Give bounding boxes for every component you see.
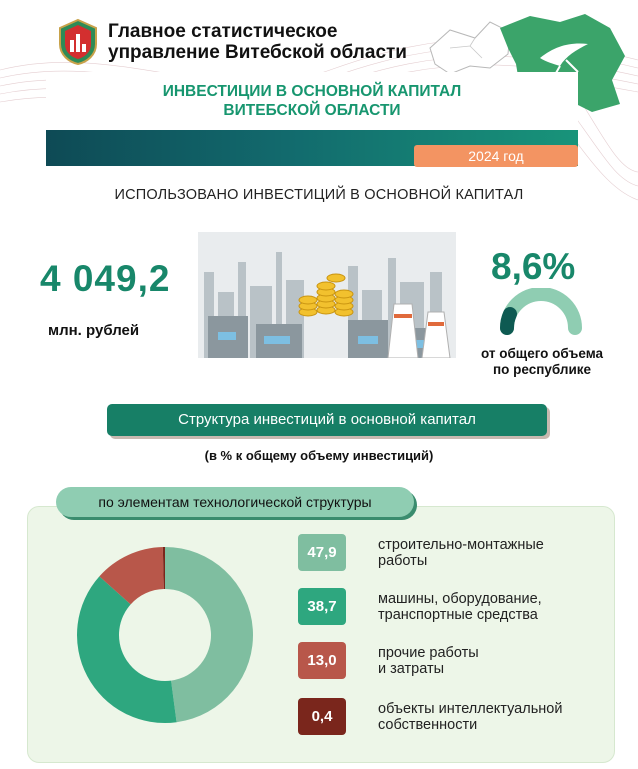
title-band — [46, 72, 578, 130]
share-label — [462, 346, 622, 378]
total-investment-unit: млн. рублей — [48, 322, 140, 339]
share-gauge — [495, 288, 587, 338]
share-label-line1: от общего объема — [480, 346, 604, 361]
subheading: ИСПОЛЬЗОВАНО ИНВЕСТИЦИЙ В ОСНОВНОЙ КАПИТАЛ — [114, 187, 524, 203]
belstat-logo-icon — [56, 18, 100, 66]
year-badge: 2024 год — [414, 145, 578, 167]
legend-value-other-works: 13,0 — [298, 642, 346, 679]
legend-item-intellectual-property — [298, 698, 608, 735]
section-subtitle: (в % к общему объему инвестиций) — [204, 448, 434, 463]
legend-item-machinery — [298, 588, 608, 625]
legend-value-machinery: 38,7 — [298, 588, 346, 625]
organization-name — [108, 21, 407, 63]
city-coins-illustration — [198, 232, 456, 358]
total-investment-value: 4 049,2 — [40, 258, 171, 299]
legend-label-construction: строительно-монтажные работы — [378, 536, 544, 569]
section-title: Структура инвестиций в основной капитал — [107, 404, 547, 436]
legend-label-intellectual-property: объекты интеллектуальной собственности — [378, 700, 563, 733]
legend-value-intellectual-property: 0,4 — [298, 698, 346, 735]
donut-slice-construction — [165, 547, 253, 722]
header — [56, 18, 407, 66]
structure-tab-label: по элементам технологической структуры — [56, 487, 414, 517]
legend-label-other-works: прочие работы и затраты — [378, 644, 479, 677]
legend-item-other-works — [298, 642, 608, 679]
share-percent-value: 8,6% — [491, 246, 576, 287]
page-title-line1: ИНВЕСТИЦИИ В ОСНОВНОЙ КАПИТАЛ — [162, 83, 462, 100]
page-title-line2: ВИТЕБСКОЙ ОБЛАСТИ — [223, 102, 401, 119]
legend-value-construction: 47,9 — [298, 534, 346, 571]
legend-item-construction — [298, 534, 608, 571]
structure-donut-chart — [75, 545, 255, 725]
org-name-line2: управление Витебской области — [108, 42, 407, 63]
legend-label-machinery: машины, оборудование, транспортные средства — [378, 590, 542, 623]
share-label-line2: по республике — [492, 362, 592, 377]
page-title — [46, 72, 578, 120]
org-name-line1: Главное статистическое — [108, 21, 338, 42]
